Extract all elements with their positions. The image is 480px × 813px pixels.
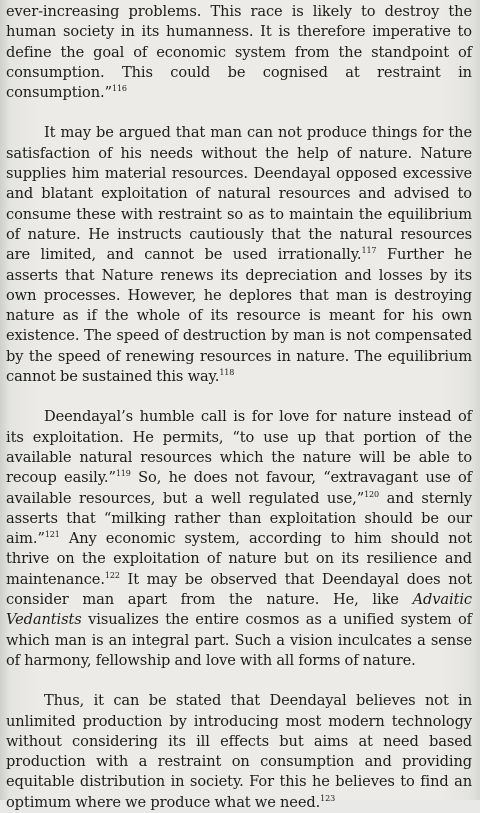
footnote-ref: 116 (111, 84, 127, 94)
text-segment: and sternly asserts that “milking rather than exploitation should be our aim.” (6, 489, 472, 548)
paragraph-2 (6, 123, 472, 387)
text-segment: visualizes the entire cosmos as a unified system of which man is an integral part. Such a vision inculcates a sense of harmony, fellowship and love with all forms of nature. (6, 611, 472, 669)
paragraph-gap (6, 387, 472, 407)
text-segment: Further he asserts that Nature renews its depreciation and losses by its own processes. However, he deplores that man is destroying nature as if the whole of its resource is meant for his own existence. The speed of destruction by man is not compensated by the speed of renewing resources in nature. The equilibrium cannot be sustained this way. (6, 246, 472, 386)
footnote-ref: 120 (364, 489, 380, 499)
paragraph-gap (6, 103, 472, 123)
text-segment: Deendayal’s humble call is for love for nature instead of its exploitation. He permits, “to use up that portion of the available natural resources which the nature will be able to recoup easily.” (6, 408, 472, 487)
text-segment: It may be argued that man can not produce things for the satisfaction of his needs without the help of nature. Nature supplies him material resources. Deendayal opposed excessive and blatant exploitation of natural resources and advised to consume these with restraint so as to maintain the equilibrium of nature. He instructs cautiously that the natural resources are limited, and cannot be used irrationally. (6, 124, 472, 264)
text-segment: ever-increasing problems. This race is likely to destroy the human society in its humanness. It is therefore imperative to define the goal of economic system from the standpoint of consumption. This could be cognised at restraint in consumption.” (6, 3, 472, 102)
paragraph-3 (6, 407, 472, 671)
paragraph-4 (6, 691, 472, 813)
footnote-ref: 119 (115, 469, 131, 479)
italic-term: Advaitic Vedantists (6, 591, 472, 629)
footnote-ref: 117 (361, 246, 377, 256)
footnote-ref: 123 (320, 793, 336, 803)
footnote-ref: 121 (44, 530, 60, 540)
paragraph-1 (6, 2, 472, 103)
footnote-ref: 118 (219, 368, 235, 378)
text-segment: It may be observed that Deendayal does not consider man apart from the nature. He, like (6, 570, 472, 609)
footnote-ref: 122 (104, 570, 120, 580)
text-segment: So, he does not favour, “extravagant use of available resources, but a well regulated use,” (6, 469, 472, 507)
text-segment: Thus, it can be stated that Deendayal believes not in unlimited production by introducing most modern technology without considering its ill effects but aims at need based production with a restraint on consumption and providing equitable distribution in society. For this he believes to find an optimum where we produce what we need. (6, 692, 472, 811)
text-segment: Any economic system, according to him should not thrive on the exploitation of nature but on its resilience and maintenance. (6, 530, 472, 588)
paragraph-gap (6, 671, 472, 691)
